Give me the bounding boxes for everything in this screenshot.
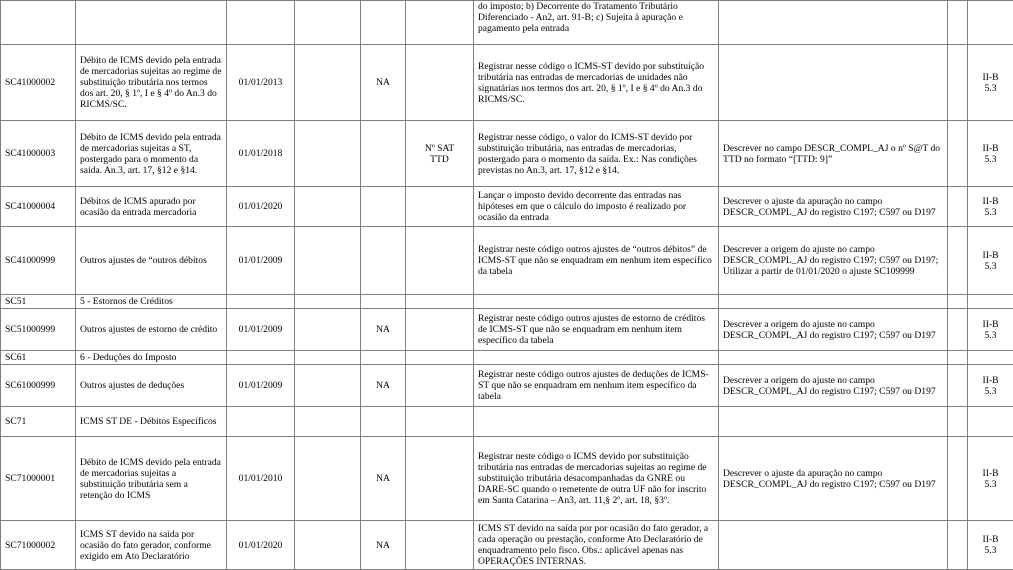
na-cell: NA: [361, 45, 406, 121]
reference-cell: II-B 5.3: [968, 365, 1013, 407]
end-date-cell: [295, 521, 361, 570]
reference-cell: [968, 1, 1013, 45]
description-cell: Débito de ICMS devido pela entrada de mercadorias sujeitas a substituição tributária sem a retenção do ICMS: [76, 437, 227, 521]
blank-cell: [948, 187, 968, 227]
blank-cell: [948, 121, 968, 187]
instruction-cell: [474, 295, 719, 309]
instruction-cell: Registrar neste código outros ajustes de “outros débitos” de ICMS-ST que não se enquadram em nenhum item específico da tabela: [474, 227, 719, 295]
end-date-cell: [295, 187, 361, 227]
complement-cell: [719, 521, 948, 570]
instruction-cell: Registrar nesse código, o valor do ICMS-ST devido por substituição tributária, nas entradas de mercadorias, postergado para o momento da saída. Ex.: Nas condições previstas no An.3, art. 17, §12 e §14.: [474, 121, 719, 187]
table-row: [1, 45, 1013, 121]
instruction-cell: [474, 407, 719, 437]
complement-cell: [719, 295, 948, 309]
start-date-cell: 01/01/2013: [227, 45, 295, 121]
complement-cell: Descrever o ajuste da apuração no campo DESCR_COMPL_AJ do registro C197; C597 ou D197: [719, 187, 948, 227]
description-cell: Débito de ICMS devido pela entrada de mercadorias sujeitas ao regime de substituição tributária nos termos dos art. 20, § 1º, I e § 4º do An.3 do RICMS/SC.: [76, 45, 227, 121]
reference-cell: [968, 351, 1013, 365]
reference-cell: II-B 5.3: [968, 45, 1013, 121]
instruction-cell: Registrar neste código outros ajustes de estorno de créditos de ICMS-ST que não se enquadram em nenhum item específico da tabela: [474, 309, 719, 351]
complement-cell: Descrever o ajuste da apuração no campo DESCR_COMPL_AJ do registro C197; C597 ou D197: [719, 437, 948, 521]
extra-info-cell: [406, 365, 474, 407]
description-cell: ICMS ST DE - Débitos Específicos: [76, 407, 227, 437]
blank-cell: [948, 521, 968, 570]
start-date-cell: [227, 1, 295, 45]
end-date-cell: [295, 1, 361, 45]
complement-cell: Descrever a origem do ajuste no campo DESCR_COMPL_AJ do registro C197; C597 ou D197: [719, 309, 948, 351]
end-date-cell: [295, 365, 361, 407]
reference-cell: II-B 5.3: [968, 521, 1013, 570]
start-date-cell: 01/01/2010: [227, 437, 295, 521]
complement-cell: Descrever no campo DESCR_COMPL_AJ o nº S@T do TTD no formato “[TTD: 9]”: [719, 121, 948, 187]
blank-cell: [948, 309, 968, 351]
start-date-cell: [227, 407, 295, 437]
extra-info-cell: [406, 295, 474, 309]
blank-cell: [948, 1, 968, 45]
start-date-cell: [227, 295, 295, 309]
start-date-cell: 01/01/2018: [227, 121, 295, 187]
description-cell: Outros ajustes de “outros débitos: [76, 227, 227, 295]
extra-info-cell: [406, 407, 474, 437]
code-cell: SC71: [1, 407, 76, 437]
code-cell: SC41000002: [1, 45, 76, 121]
code-cell: SC71000001: [1, 437, 76, 521]
na-cell: NA: [361, 437, 406, 521]
extra-info-cell: [406, 351, 474, 365]
description-cell: 5 - Estornos de Créditos: [76, 295, 227, 309]
na-cell: [361, 1, 406, 45]
description-cell: ICMS ST devido na saída por ocasião do fato gerador, conforme exigido em Ato Declaratório: [76, 521, 227, 570]
code-cell: SC41000999: [1, 227, 76, 295]
table-row: [1, 121, 1013, 187]
instruction-cell: do imposto; b) Decorrente do Tratamento Tributário Diferenciado - An2, art. 91-B; c) Sujeita à apuração e pagamento pela entrada: [474, 1, 719, 45]
extra-info-cell: [406, 227, 474, 295]
code-cell: SC51000999: [1, 309, 76, 351]
complement-cell: [719, 1, 948, 45]
start-date-cell: 01/01/2020: [227, 187, 295, 227]
end-date-cell: [295, 45, 361, 121]
table-row: [1, 227, 1013, 295]
blank-cell: [948, 45, 968, 121]
complement-cell: Descrever a origem do ajuste no campo DESCR_COMPL_AJ do registro C197; C597 ou D197: [719, 365, 948, 407]
blank-cell: [948, 227, 968, 295]
na-cell: [361, 121, 406, 187]
blank-cell: [948, 351, 968, 365]
na-cell: [361, 407, 406, 437]
table-row: [1, 187, 1013, 227]
na-cell: [361, 295, 406, 309]
description-cell: Outros ajustes de deduções: [76, 365, 227, 407]
na-cell: NA: [361, 365, 406, 407]
code-cell: [1, 1, 76, 45]
table-row: [1, 309, 1013, 351]
start-date-cell: 01/01/2009: [227, 309, 295, 351]
extra-info-cell: Nº SAT TTD: [406, 121, 474, 187]
reference-cell: [968, 407, 1013, 437]
end-date-cell: [295, 121, 361, 187]
code-cell: SC51: [1, 295, 76, 309]
description-cell: 6 - Deduções do Imposto: [76, 351, 227, 365]
reference-cell: [968, 295, 1013, 309]
description-cell: Débito de ICMS devido pela entrada de mercadorias sujeitas a ST, postergado para o momento da saída. An.3, art. 17, §12 e §14.: [76, 121, 227, 187]
table-row: [1, 365, 1013, 407]
instruction-cell: ICMS ST devido na saída por por ocasião do fato gerador, a cada operação ou prestação, conforme Ato Declaratório de enquadramento pelo fisco. Obs.: aplicável apenas nas OPERAÇÕES INTERNAS.: [474, 521, 719, 570]
table-row: [1, 295, 1013, 309]
reference-cell: II-B 5.3: [968, 437, 1013, 521]
reference-cell: II-B 5.3: [968, 187, 1013, 227]
instruction-cell: Lançar o imposto devido decorrente das entradas nas hipóteses em que o cálculo do imposto é realizado por ocasião da entrada: [474, 187, 719, 227]
end-date-cell: [295, 407, 361, 437]
end-date-cell: [295, 351, 361, 365]
reference-cell: II-B 5.3: [968, 309, 1013, 351]
na-cell: [361, 227, 406, 295]
start-date-cell: 01/01/2009: [227, 365, 295, 407]
instruction-cell: Registrar nesse código o ICMS-ST devido por substituição tributária nas entradas de mercadorias de unidades não signatárias nos termos dos art. 20, § 1º, I e § 4º do An.3 do RICMS/SC.: [474, 45, 719, 121]
table-body: [1, 1, 1013, 570]
na-cell: NA: [361, 309, 406, 351]
reference-cell: II-B 5.3: [968, 227, 1013, 295]
table-row: [1, 521, 1013, 570]
extra-info-cell: [406, 45, 474, 121]
code-cell: SC41000003: [1, 121, 76, 187]
na-cell: [361, 187, 406, 227]
start-date-cell: 01/01/2020: [227, 521, 295, 570]
code-cell: SC61: [1, 351, 76, 365]
reference-cell: II-B 5.3: [968, 121, 1013, 187]
blank-cell: [948, 407, 968, 437]
code-cell: SC61000999: [1, 365, 76, 407]
table-row: [1, 437, 1013, 521]
instruction-cell: Registrar neste código outros ajustes de deduções de ICMS-ST que não se enquadram em nenhum item específico da tabela: [474, 365, 719, 407]
extra-info-cell: [406, 1, 474, 45]
end-date-cell: [295, 309, 361, 351]
extra-info-cell: [406, 187, 474, 227]
table-row: [1, 407, 1013, 437]
instruction-cell: Registrar neste código o ICMS devido por substituição tributária nas entradas de mercadorias sujeitas ao regime de substituição tributária desacompanhadas da GNRE ou DARE-SC quando o remetente de outra UF não for inscrito em Santa Catarina – An3, art. 11,§ 2º, art. 18, §3º.: [474, 437, 719, 521]
description-cell: [76, 1, 227, 45]
complement-cell: [719, 351, 948, 365]
blank-cell: [948, 437, 968, 521]
code-cell: SC71000002: [1, 521, 76, 570]
blank-cell: [948, 365, 968, 407]
blank-cell: [948, 295, 968, 309]
table-row: [1, 351, 1013, 365]
description-cell: Outros ajustes de estorno de crédito: [76, 309, 227, 351]
instruction-cell: [474, 351, 719, 365]
end-date-cell: [295, 295, 361, 309]
extra-info-cell: [406, 437, 474, 521]
complement-cell: [719, 407, 948, 437]
code-cell: SC41000004: [1, 187, 76, 227]
extra-info-cell: [406, 521, 474, 570]
start-date-cell: [227, 351, 295, 365]
extra-info-cell: [406, 309, 474, 351]
table-row: [1, 1, 1013, 45]
complement-cell: [719, 45, 948, 121]
na-cell: NA: [361, 521, 406, 570]
complement-cell: Descrever a origem do ajuste no campo DESCR_COMPL_AJ do registro C197; C597 ou D197; Utilizar a partir de 01/01/2020 o ajuste SC109999: [719, 227, 948, 295]
description-cell: Débitos de ICMS apurado por ocasião da entrada mercadoria: [76, 187, 227, 227]
end-date-cell: [295, 227, 361, 295]
end-date-cell: [295, 437, 361, 521]
start-date-cell: 01/01/2009: [227, 227, 295, 295]
na-cell: [361, 351, 406, 365]
